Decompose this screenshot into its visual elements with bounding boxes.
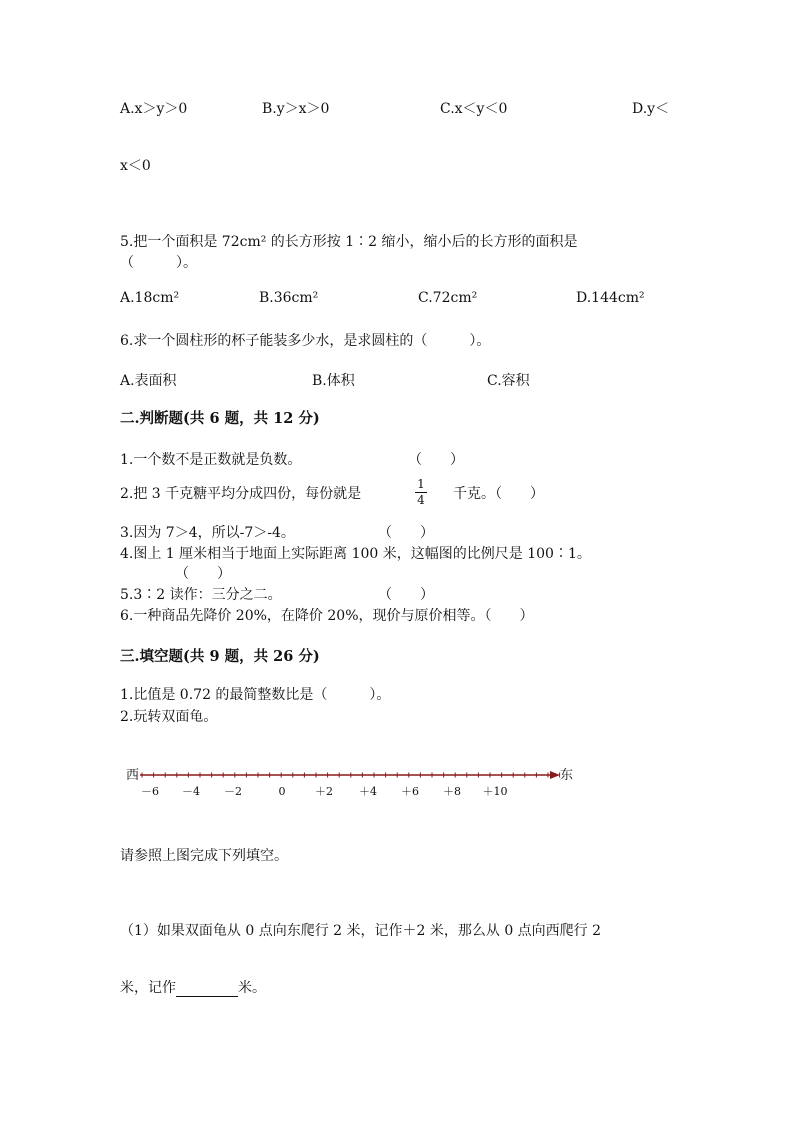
q5-stem-line2: （ ）。 xyxy=(120,255,197,271)
q6-option-c: C.容积 xyxy=(487,373,530,389)
fraction-numerator: 1 xyxy=(417,477,425,491)
fill-1-text: 1.比值是 0.72 的最简整数比是（ ）。 xyxy=(120,687,391,703)
fill-2-sub1-suffix: 米。 xyxy=(238,980,266,996)
number-line-label: －6 xyxy=(141,785,159,798)
number-line-label: －2 xyxy=(224,785,242,798)
q5-option-d: D.144cm² xyxy=(576,290,645,306)
fill-2-sub1-line2 xyxy=(120,977,266,997)
judge-1-text: 1.一个数不是正数就是负数。 xyxy=(120,452,302,468)
judge-1-paren: （ ） xyxy=(408,452,464,468)
q4-option-d: D.y＜ xyxy=(632,101,670,117)
number-line-label: ＋8 xyxy=(443,785,461,798)
q4-option-a: A.x＞y＞0 xyxy=(120,101,188,117)
q6-option-b: B.体积 xyxy=(312,373,355,389)
judge-2-text: 2.把 3 千克糖平均分成四份，每份就是 xyxy=(120,486,362,502)
answer-blank[interactable] xyxy=(176,982,238,997)
q5-option-b: B.36cm² xyxy=(259,290,319,306)
fill-2-text: 2.玩转双面龟。 xyxy=(120,709,218,725)
number-line-label: ＋10 xyxy=(482,785,508,798)
number-line-arrowhead xyxy=(550,771,560,779)
number-line-label: －4 xyxy=(182,785,200,798)
section2-heading: 二.判断题(共 6 题，共 12 分) xyxy=(120,410,320,427)
number-line-figure xyxy=(120,760,590,805)
q4-option-c: C.x＜y＜0 xyxy=(440,101,508,117)
q4-option-b: B.y＞x＞0 xyxy=(262,101,330,117)
fraction-denominator: 4 xyxy=(417,493,425,507)
q5-option-c: C.72cm² xyxy=(418,290,478,306)
number-line-label: ＋4 xyxy=(359,785,377,798)
fill-2-sub1-prefix: 米，记作 xyxy=(120,980,176,996)
judge-5-paren: （ ） xyxy=(378,587,434,603)
number-line-label: 0 xyxy=(278,785,286,798)
number-line-label: ＋2 xyxy=(315,785,333,798)
number-line-label: ＋6 xyxy=(401,785,419,798)
section3-heading: 三.填空题(共 9 题，共 26 分) xyxy=(120,648,320,665)
judge-3-paren: （ ） xyxy=(378,525,434,541)
q5-option-a: A.18cm² xyxy=(120,290,180,306)
judge-6-text: 6.一种商品先降价 20%，在降价 20%，现价与原价相等。（ ） xyxy=(120,608,534,624)
q4-option-d-cont: x＜0 xyxy=(120,158,151,174)
q6-stem: 6.求一个圆柱形的杯子能装多少水，是求圆柱的（ ）。 xyxy=(120,333,491,349)
east-label: 东 xyxy=(560,768,574,783)
fill-2-sub1-line1: （1）如果双面龟从 0 点向东爬行 2 米，记作＋2 米，那么从 0 点向西爬行 2 xyxy=(120,923,602,939)
judge-5-text: 5.3∶2 读作：三分之二。 xyxy=(120,587,282,603)
number-line-tick-labels xyxy=(141,785,508,798)
q5-stem-line1: 5.把一个面积是 72cm² 的长方形按 1∶2 缩小，缩小后的长方形的面积是 xyxy=(120,234,578,250)
judge-4-paren: （ ） xyxy=(175,566,231,582)
fraction-one-quarter xyxy=(415,478,427,507)
judge-2-after: 千克。（ ） xyxy=(453,486,544,502)
q6-option-a: A.表面积 xyxy=(120,373,177,389)
west-label: 西 xyxy=(126,768,140,783)
judge-4-text: 4.图上 1 厘米相当于地面上实际距离 100 米，这幅图的比例尺是 100∶1。 xyxy=(120,546,591,562)
fill-2-instruction: 请参照上图完成下列填空。 xyxy=(120,848,288,864)
judge-3-text: 3.因为 7＞4，所以-7＞-4。 xyxy=(120,525,295,541)
